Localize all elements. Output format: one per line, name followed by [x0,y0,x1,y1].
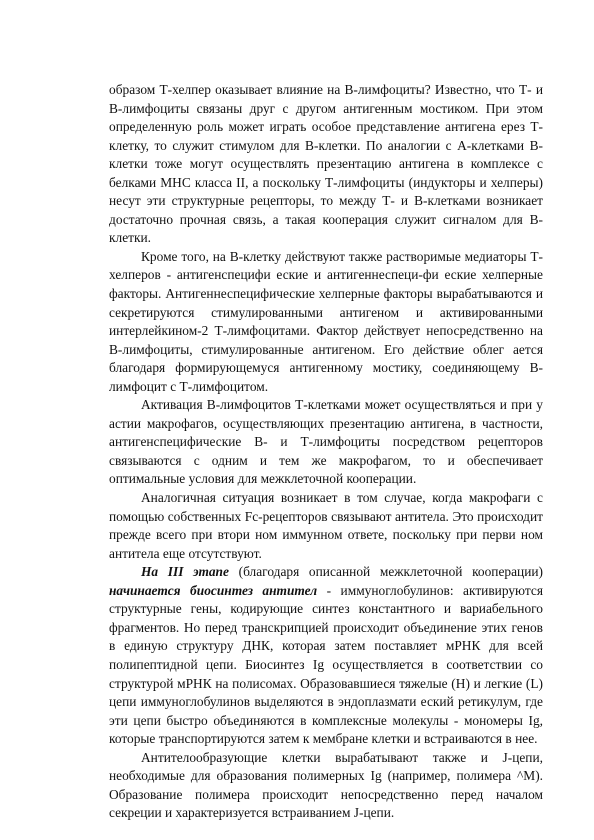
stage-three-heading: На III этапе [141,564,229,580]
stage-three-aside: (благодаря описанной межклеточной кооперации) [228,564,544,580]
paragraph-stage-three [109,563,543,748]
paragraph-t-helper-influence: образом Т-хелпер оказывает влияние на В-лимфоциты? Известно, что Т- и В-лимфоциты связаны друг с другом антигенным мостиком. При этом определенную роль может играть особое представление антигена ерез Т-клетку, то служит стимулом для В-клетки. По аналогии с А-клетками В-клетки тоже могут осуществлять презентацию антигена в комплексе с белками МНС класса II, а поскольку Т-лимфоциты (индукторы и хелперы) несут эти структурные рецепторы, то между Т- и В-клетками возникает достаточно прочная связь, а такая кооперация служит сигналом для В-клетки. [109,82,543,246]
stage-three-body: - иммуноглобулинов: активируются структурные гены, кодирующие синтез константного и вариабельного фрагментов. Но перед транскрипцией происходит объединение этих генов в единую структуру ДНК, которая затем поставляет мРНК для всей полипептидной цепи. Биосинтез Ig осуществляется в соответствии со структурой мРНК на полисомах. Образовавшиеся тяжелые (Н) и легкие (L) цепи иммуноглобулинов выделяются в эндоплазмати еский ретикулум, где эти цепи быстро объединяются в комплексные молекулы - мономеры Ig, которые транспортируются затем к мембране клетки и встраиваются в нее. [109,582,543,747]
paragraph-soluble-mediators: Кроме того, на В-клетку действуют также растворимые медиаторы Т-хелперов - антигенспецифи еские и антигеннеспеци-фи еские хелперные факторы. Антигеннеспецифические хелперные факторы вырабатываются и секретируются стимулированными антигеном и активированными интерлейкином-2 Т-лимфоцитами. Фактор действует непосредственно на В-лимфоциты, стимулированные антигеном. Его действие облег ается благодаря формирующемуся антигенному мостику, соединяющему В-лимфоцит с Т-лимфоцитом. [109,248,543,394]
paragraph-fc-receptors: Аналогичная ситуация возникает в том случае, когда макрофаги с помощью собственных Fc-рецепторов связывают антитела. Это происходит прежде всего при втори ном иммунном ответе, поскольку при перви ном антитела еще отсутствуют. [109,490,543,561]
paragraph-macrophage-activation: Активация В-лимфоцитов Т-клетками может осуществляться и при у астии макрофагов, осуществляющих презентацию антигена, в частности, антигенспецифические В- и Т-лимфоциты посредством рецепторов связываются с одним и тем же макрофагом, то и обеспечивает оптимальные условия для межклеточной кооперации. [109,397,543,487]
paragraph-j-chains: Антителообразующие клетки вырабатывают также и J-цепи, необходимые для образования полимерных Ig (например, полимера ^М). Образование полимера происходит непосредственно перед началом секреции и характеризуется встраиванием J-цепи. [109,749,543,821]
antibody-biosynthesis-term: начинается биосинтез антител [109,582,318,598]
document-page [109,81,543,823]
